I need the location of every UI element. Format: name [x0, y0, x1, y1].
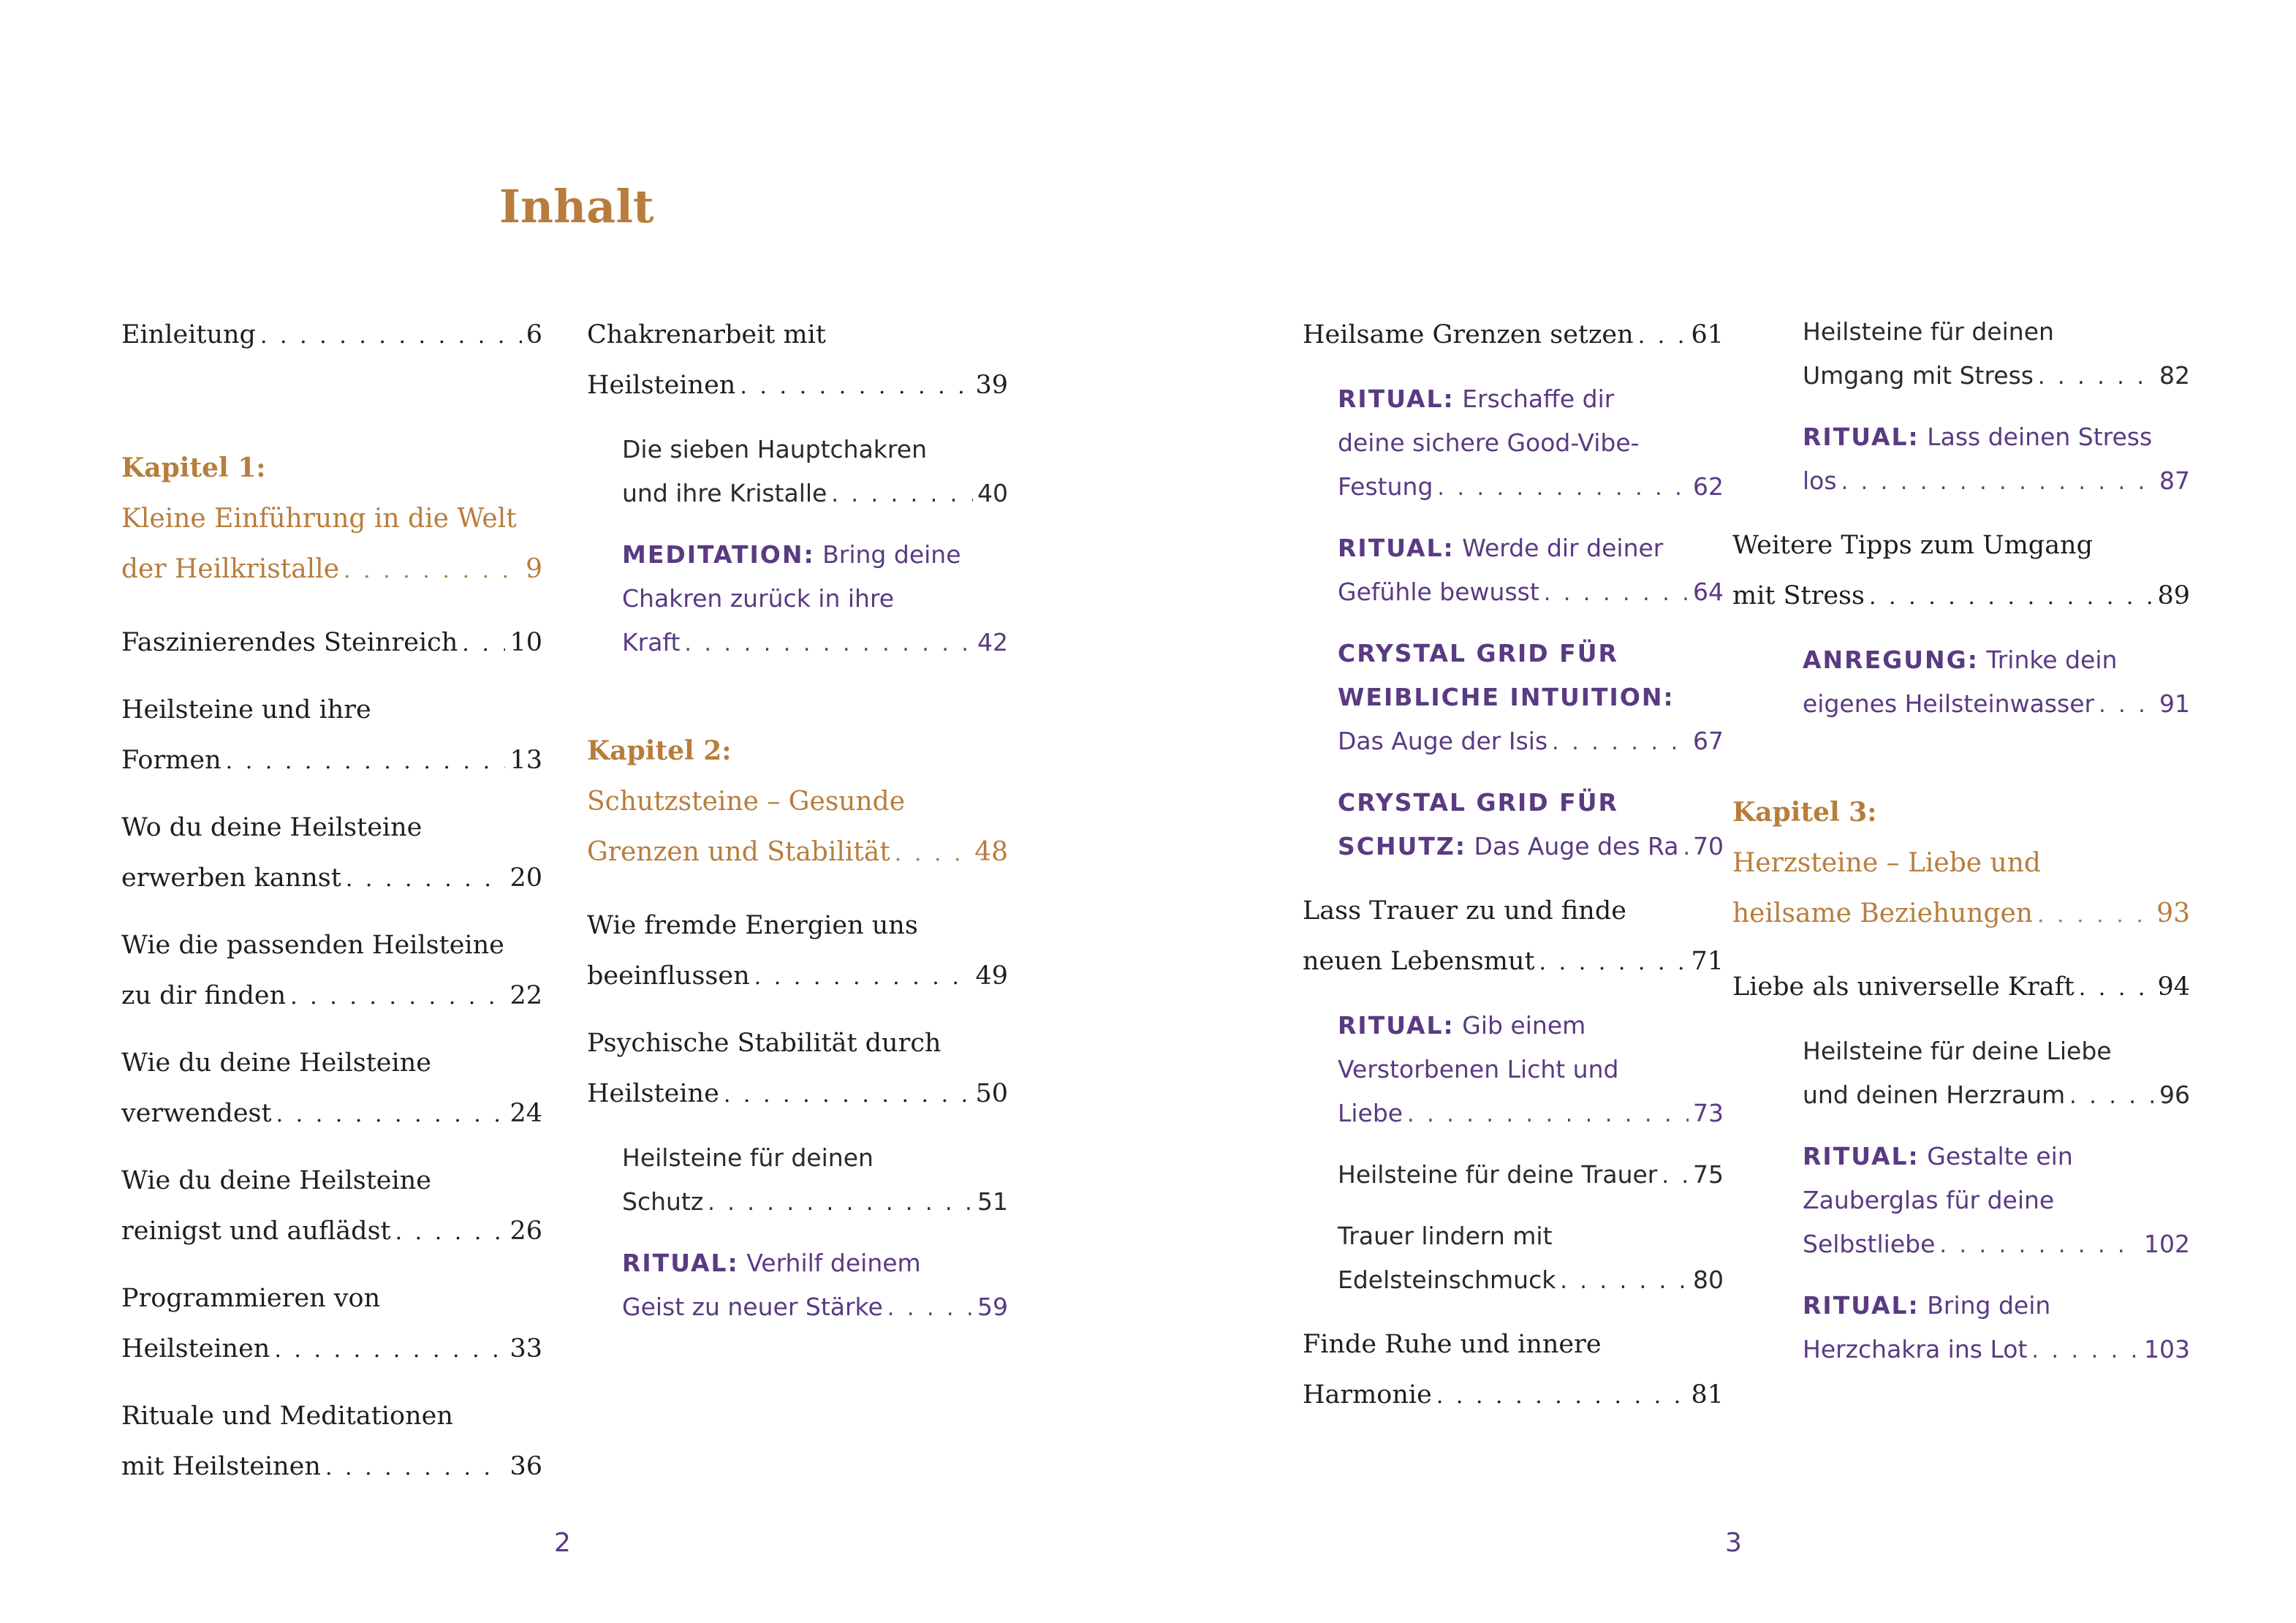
toc-page-number: 94 [2157, 972, 2190, 1002]
toc-entry-line [1803, 1328, 2190, 1373]
dot-leader [1552, 721, 1689, 765]
toc-entry-text: Einleitung [121, 320, 256, 349]
toc-entry-text: Umgang mit Stress [1803, 361, 2034, 390]
toc-entry-text: Schutz [622, 1187, 704, 1216]
toc-entry-text: Lass Trauer zu und finde [1303, 896, 1626, 926]
toc-entry-text: Liebe [1338, 1099, 1403, 1127]
ritual-tag: ANREGUNG: [1803, 646, 1979, 674]
ritual-tag: RITUAL: [1803, 1142, 1920, 1170]
toc-entry-line [1338, 526, 1724, 570]
toc-entry-sub [1338, 1153, 1724, 1198]
toc-entry-text: Festung [1338, 472, 1433, 501]
dot-leader [740, 361, 971, 412]
toc-entry-ritual [1803, 1284, 2190, 1373]
toc-entry-text: Kleine Einführung in die Welt [121, 504, 517, 534]
toc-entry-main [1303, 310, 1724, 361]
dot-leader [708, 1181, 973, 1225]
toc-page-number: 67 [1693, 727, 1724, 755]
toc-entry-line [1338, 719, 1724, 765]
toc-spacer [1768, 744, 2190, 787]
toc-entry-line [1338, 570, 1724, 616]
toc-page-number: 96 [2159, 1081, 2190, 1109]
toc-entry-text: neuen Lebensmut [1303, 947, 1535, 976]
toc-entry-text: Geist zu neuer Stärke [622, 1293, 883, 1321]
ritual-tag: RITUAL: [622, 1249, 739, 1277]
toc-entry-text: heilsame Beziehungen [1732, 898, 2033, 928]
toc-page-number: 93 [2156, 898, 2190, 928]
toc-entry-line [1803, 310, 2190, 354]
toc-entry-text: Chakrenarbeit mit [587, 320, 826, 349]
toc-entry-text: Das Auge der Isis [1338, 727, 1548, 755]
toc-entry-line [121, 1274, 542, 1324]
toc-entry-line [1338, 377, 1724, 421]
dot-leader [325, 1442, 506, 1493]
toc-entry-line [1338, 1092, 1724, 1137]
toc-entry-line [587, 310, 1008, 360]
toc-entry-main [121, 803, 542, 904]
toc-entry-line [622, 428, 1008, 472]
dot-leader [1539, 937, 1687, 988]
toc-entry-line [1338, 421, 1724, 465]
ritual-tag: RITUAL: [1803, 423, 1920, 451]
toc-entry-text: Heilsteine für deine Trauer [1338, 1160, 1658, 1189]
toc-entry-line [622, 533, 1008, 577]
toc-entry-line [121, 1206, 542, 1257]
ritual-tag: RITUAL: [1803, 1291, 1920, 1320]
toc-entry-text: Heilsteine und ihre [121, 695, 371, 725]
toc-entry-main [587, 901, 1008, 1002]
toc-page-number: 24 [509, 1099, 542, 1128]
toc-entry-line [1803, 1029, 2190, 1073]
dot-leader [2038, 355, 2155, 399]
toc-entry-line [1732, 571, 2190, 622]
toc-column-2 [587, 310, 1008, 1347]
toc-entry-chapter [1732, 787, 2190, 940]
ritual-tag: RITUAL: [1338, 534, 1455, 562]
toc-entry-line [587, 901, 1008, 951]
toc-entry-line [1803, 1222, 2190, 1268]
toc-entry-main [1303, 886, 1724, 988]
toc-entry-line [121, 920, 542, 971]
dot-leader [395, 1207, 506, 1257]
toc-entry-line [121, 1089, 542, 1140]
chapter-label: Kapitel 1: [121, 453, 266, 483]
toc-entry-text: Harmonie [1303, 1380, 1432, 1410]
ritual-tag: SCHUTZ: [1338, 832, 1467, 860]
dot-leader [1638, 311, 1687, 361]
dot-leader [887, 1287, 973, 1331]
toc-entry-line [121, 1442, 542, 1493]
toc-spacer [587, 682, 1008, 726]
toc-entry-text: Trauer lindern mit [1338, 1222, 1553, 1250]
ritual-tag: RITUAL: [1338, 1011, 1455, 1040]
toc-entry-main [121, 1391, 542, 1493]
toc-entry-text: Kraft [622, 628, 681, 657]
toc-entry-line [1338, 632, 1724, 676]
toc-entry-text: Herzchakra ins Lot [1803, 1335, 2028, 1363]
toc-entry-line [622, 472, 1008, 517]
ritual-tag: RITUAL: [1338, 385, 1455, 413]
toc-entry-text: Bring dein [1927, 1291, 2051, 1320]
toc-entry-text: Erschaffe dir [1462, 385, 1615, 413]
toc-entry-text: Weitere Tipps zum Umgang [1732, 531, 2094, 560]
toc-entry-line [1803, 682, 2190, 727]
toc-entry-line [121, 1391, 542, 1442]
toc-entry-text: Edelsteinschmuck [1338, 1266, 1556, 1294]
toc-entry-line [587, 1018, 1008, 1069]
toc-entry-text: und ihre Kristalle [622, 479, 827, 507]
toc-page-number: 51 [977, 1187, 1008, 1216]
toc-entry-main [121, 1156, 542, 1257]
toc-entry-text: Heilsteine für deinen [622, 1143, 874, 1172]
toc-entry-sub [622, 1136, 1008, 1225]
toc-page-number: 75 [1693, 1160, 1724, 1189]
toc-entry-line [121, 1156, 542, 1206]
dot-leader [2099, 684, 2155, 727]
toc-entry-main [121, 618, 542, 669]
toc-entry-line [1803, 1073, 2190, 1119]
toc-entry-sub [622, 428, 1008, 517]
dot-leader [831, 473, 973, 517]
toc-entry-sub [1803, 310, 2190, 399]
toc-entry-text: Zauberglas für deine [1803, 1186, 2055, 1214]
toc-page-number: 20 [509, 863, 542, 893]
toc-entry-line [622, 1136, 1008, 1180]
toc-entry-ritual [1338, 632, 1724, 765]
toc-entry-ritual [622, 533, 1008, 666]
toc-entry-text: Wo du deine Heilsteine [121, 813, 423, 842]
toc-entry-line [1803, 354, 2190, 399]
toc-entry-text: Gefühle bewusst [1338, 578, 1539, 606]
toc-entry-line [1732, 962, 2190, 1013]
toc-entry-text: Heilsteinen [587, 371, 736, 400]
toc-column-4 [1732, 310, 2190, 1389]
toc-entry-text: Chakren zurück in ihre [622, 584, 895, 613]
toc-entry-line [1303, 1320, 1724, 1370]
dot-leader [2079, 963, 2153, 1013]
toc-page-number: 91 [2159, 689, 2190, 718]
dot-leader [226, 736, 506, 787]
toc-entry-text: Programmieren von [121, 1284, 381, 1313]
toc-entry-text: mit Heilsteinen [121, 1452, 321, 1481]
toc-entry-text: Lass deinen Stress [1927, 423, 2153, 451]
toc-entry-text: Wie du deine Heilsteine [121, 1166, 431, 1195]
dot-leader [1662, 1154, 1689, 1198]
toc-entry-line [622, 1285, 1008, 1331]
toc-page-number: 80 [1693, 1266, 1724, 1294]
toc-entry-text: Liebe als universelle Kraft [1732, 972, 2075, 1002]
toc-entry-text: Selbstliebe [1803, 1230, 1936, 1258]
dot-leader [462, 618, 505, 669]
toc-entry-text: Verhilf deinem [746, 1249, 921, 1277]
toc-entry-line [1338, 825, 1724, 870]
toc-entry-text: Heilsteine [587, 1079, 719, 1108]
toc-entry-line [1732, 888, 2190, 940]
toc-entry-line [1803, 1284, 2190, 1328]
toc-entry-line [121, 310, 542, 361]
toc-entry-line [587, 827, 1008, 879]
toc-entry-text: deine sichere Good-Vibe- [1338, 428, 1640, 457]
toc-entry-main [121, 920, 542, 1022]
toc-entry-line [622, 1241, 1008, 1285]
dot-leader [2037, 890, 2152, 940]
dot-leader [1560, 1260, 1689, 1304]
toc-entry-text: Wie fremde Energien uns [587, 911, 918, 940]
toc-entry-text: Wie die passenden Heilsteine [121, 931, 504, 960]
toc-entry-line [622, 577, 1008, 621]
toc-entry-sub [1338, 1214, 1724, 1304]
toc-page-number: 49 [975, 961, 1008, 991]
dot-leader [1683, 826, 1689, 870]
toc-entry-text: Gestalte ein [1927, 1142, 2073, 1170]
dot-leader [684, 622, 973, 666]
page-number-left: 2 [554, 1528, 571, 1558]
toc-entry-text: reinigst und auflädst [121, 1217, 391, 1246]
toc-entry-text: Schutzsteine – Gesunde [587, 787, 906, 817]
toc-page-number: 22 [509, 981, 542, 1010]
toc-page-number: 64 [1693, 578, 1724, 606]
dot-leader [1544, 572, 1689, 616]
toc-entry-main [1732, 962, 2190, 1013]
dot-leader [344, 545, 521, 596]
toc-entry-line [1732, 838, 2190, 888]
toc-entry-ritual [1338, 781, 1724, 870]
toc-column-1 [121, 310, 542, 1509]
toc-page-number: 87 [2159, 466, 2190, 495]
toc-entry-text: und deinen Herzraum [1803, 1081, 2066, 1109]
toc-entry-line [121, 1324, 542, 1375]
dot-leader [346, 854, 506, 904]
toc-entry-text: Trinke dein [1986, 646, 2118, 674]
toc-entry-text: Das Auge des Ra [1474, 832, 1679, 860]
toc-entry-line [622, 1180, 1008, 1225]
toc-entry-text: Heilsteinen [121, 1334, 270, 1363]
toc-entry-line [1303, 886, 1724, 937]
toc-entry-text: Rituale und Meditationen [121, 1401, 453, 1431]
page-number-right: 3 [1725, 1528, 1742, 1558]
toc-entry-line [1803, 1179, 2190, 1222]
toc-entry-line [1803, 1135, 2190, 1179]
toc-page-number: 6 [526, 320, 542, 349]
toc-entry-ritual [1338, 1004, 1724, 1137]
toc-entry-text: der Heilkristalle [121, 554, 340, 584]
toc-page-number: 89 [2157, 581, 2190, 610]
toc-entry-ritual [1338, 526, 1724, 616]
toc-entry-line [121, 618, 542, 669]
toc-entry-line [1338, 1048, 1724, 1092]
toc-entry-line [1303, 937, 1724, 988]
toc-entry-ritual [622, 1241, 1008, 1331]
toc-entry-line [121, 853, 542, 904]
toc-page-number: 26 [509, 1217, 542, 1246]
toc-entry-line [1338, 465, 1724, 510]
toc-entry-line [587, 776, 1008, 827]
dot-leader [1869, 572, 2153, 622]
toc-entry-main [121, 310, 542, 361]
ritual-tag: CRYSTAL GRID FÜR [1338, 639, 1618, 667]
toc-entry-sub [1803, 1029, 2190, 1119]
chapter-label: Kapitel 3: [1732, 797, 1877, 828]
toc-page-number: 61 [1691, 320, 1724, 349]
toc-page-number: 33 [509, 1334, 542, 1363]
toc-entry-line [1303, 1370, 1724, 1421]
chapter-label: Kapitel 2: [587, 735, 732, 766]
toc-entry-text: zu dir finden [121, 981, 287, 1010]
toc-entry-text: Wie du deine Heilsteine [121, 1048, 431, 1078]
toc-entry-line [1803, 415, 2190, 459]
toc-page-number: 62 [1693, 472, 1724, 501]
toc-entry-line [587, 951, 1008, 1002]
toc-entry-text: Grenzen und Stabilität [587, 837, 890, 867]
dot-leader [2031, 1329, 2140, 1373]
toc-entry-ritual [1338, 377, 1724, 510]
ritual-tag: WEIBLICHE INTUITION: [1338, 683, 1675, 711]
toc-entry-text: Verstorbenen Licht und [1338, 1055, 1619, 1083]
toc-page-number: 36 [509, 1452, 542, 1481]
dot-leader [1841, 461, 2155, 504]
toc-entry-line [1803, 638, 2190, 682]
toc-entry-line [1732, 521, 2190, 571]
toc-entry-text: Heilsteine für deinen [1803, 317, 2054, 346]
dot-leader [290, 972, 505, 1022]
toc-entry-line [1338, 1258, 1724, 1304]
toc-page-number: 39 [975, 371, 1008, 400]
dot-leader [1437, 466, 1689, 510]
toc-entry-main [587, 1018, 1008, 1120]
toc-entry-line [121, 735, 542, 787]
toc-column-3 [1303, 310, 1724, 1437]
toc-entry-text: Faszinierendes Steinreich [121, 628, 458, 657]
toc-entry-text: Die sieben Hauptchakren [622, 435, 927, 464]
dot-leader [276, 1089, 506, 1140]
toc-page-number: 102 [2144, 1230, 2190, 1258]
dot-leader [724, 1070, 971, 1120]
dot-leader [274, 1325, 505, 1375]
toc-entry-line [1303, 310, 1724, 361]
toc-entry-text: eigenes Heilsteinwasser [1803, 689, 2095, 718]
toc-entry-chapter [121, 443, 542, 596]
toc-entry-text: verwendest [121, 1099, 272, 1128]
toc-entry-text: Formen [121, 746, 221, 775]
toc-entry-main [121, 1038, 542, 1140]
dot-leader [895, 828, 970, 879]
dot-leader [1407, 1093, 1689, 1137]
dot-leader [2069, 1075, 2155, 1119]
toc-entry-text: Gib einem [1462, 1011, 1586, 1040]
toc-entry-text: Finde Ruhe und innere [1303, 1330, 1602, 1359]
toc-entry-line [1338, 676, 1724, 719]
toc-entry-line [1338, 1004, 1724, 1048]
toc-page-number: 42 [977, 628, 1008, 657]
toc-entry-main [121, 685, 542, 787]
toc-entry-line [1338, 781, 1724, 825]
dot-leader [1939, 1224, 2140, 1268]
toc-entry-main [1303, 1320, 1724, 1421]
toc-entry-line [121, 685, 542, 735]
toc-entry-line [1338, 1214, 1724, 1258]
toc-entry-line [1338, 1153, 1724, 1198]
toc-entry-main [121, 1274, 542, 1375]
toc-page-number: 103 [2144, 1335, 2190, 1363]
toc-entry-line [622, 621, 1008, 666]
toc-page-number: 71 [1691, 947, 1724, 976]
toc-entry-chapter [587, 726, 1008, 879]
toc-entry-line [121, 1038, 542, 1089]
toc-entry-main [1732, 521, 2190, 622]
toc-entry-text: los [1803, 466, 1837, 495]
toc-entry-line [121, 803, 542, 853]
toc-entry-text: Heilsame Grenzen setzen [1303, 320, 1634, 349]
page-title: Inhalt [499, 180, 654, 233]
toc-entry-text: mit Stress [1732, 581, 1865, 610]
toc-entry-line [1803, 459, 2190, 504]
toc-page-number: 59 [977, 1293, 1008, 1321]
toc-page-number: 73 [1693, 1099, 1724, 1127]
toc-entry-text: beeinflussen [587, 961, 750, 991]
toc-entry-line [121, 544, 542, 596]
toc-entry-line [587, 360, 1008, 412]
toc-entry-text: Werde dir deiner [1462, 534, 1664, 562]
toc-entry-text: Herzsteine – Liebe und [1732, 848, 2041, 878]
toc-page-number: 50 [975, 1079, 1008, 1108]
toc-entry-line [587, 1069, 1008, 1120]
toc-entry-main [587, 310, 1008, 412]
toc-entry-line [121, 493, 542, 544]
toc-spacer [121, 377, 542, 443]
dot-leader [754, 952, 971, 1002]
toc-entry-text: erwerben kannst [121, 863, 341, 893]
dot-leader [260, 311, 522, 361]
toc-page-number: 48 [974, 837, 1008, 867]
toc-page-number: 70 [1693, 832, 1724, 860]
toc-entry-text: Psychische Stabilität durch [587, 1029, 941, 1058]
toc-page-number: 40 [977, 479, 1008, 507]
toc-page-number: 10 [509, 628, 542, 657]
toc-page-number: 81 [1691, 1380, 1724, 1410]
toc-entry-ritual [1803, 638, 2190, 727]
ritual-tag: CRYSTAL GRID FÜR [1338, 788, 1618, 817]
dot-leader [1436, 1371, 1687, 1421]
toc-page-number: 82 [2159, 361, 2190, 390]
toc-entry-ritual [1803, 1135, 2190, 1268]
toc-entry-text: Heilsteine für deine Liebe [1803, 1037, 2112, 1065]
toc-entry-text: Bring deine [822, 540, 961, 569]
toc-entry-ritual [1803, 415, 2190, 504]
toc-page-number: 9 [526, 554, 542, 584]
ritual-tag: MEDITATION: [622, 540, 815, 569]
toc-entry-line [121, 971, 542, 1022]
toc-page-number: 13 [509, 746, 542, 775]
